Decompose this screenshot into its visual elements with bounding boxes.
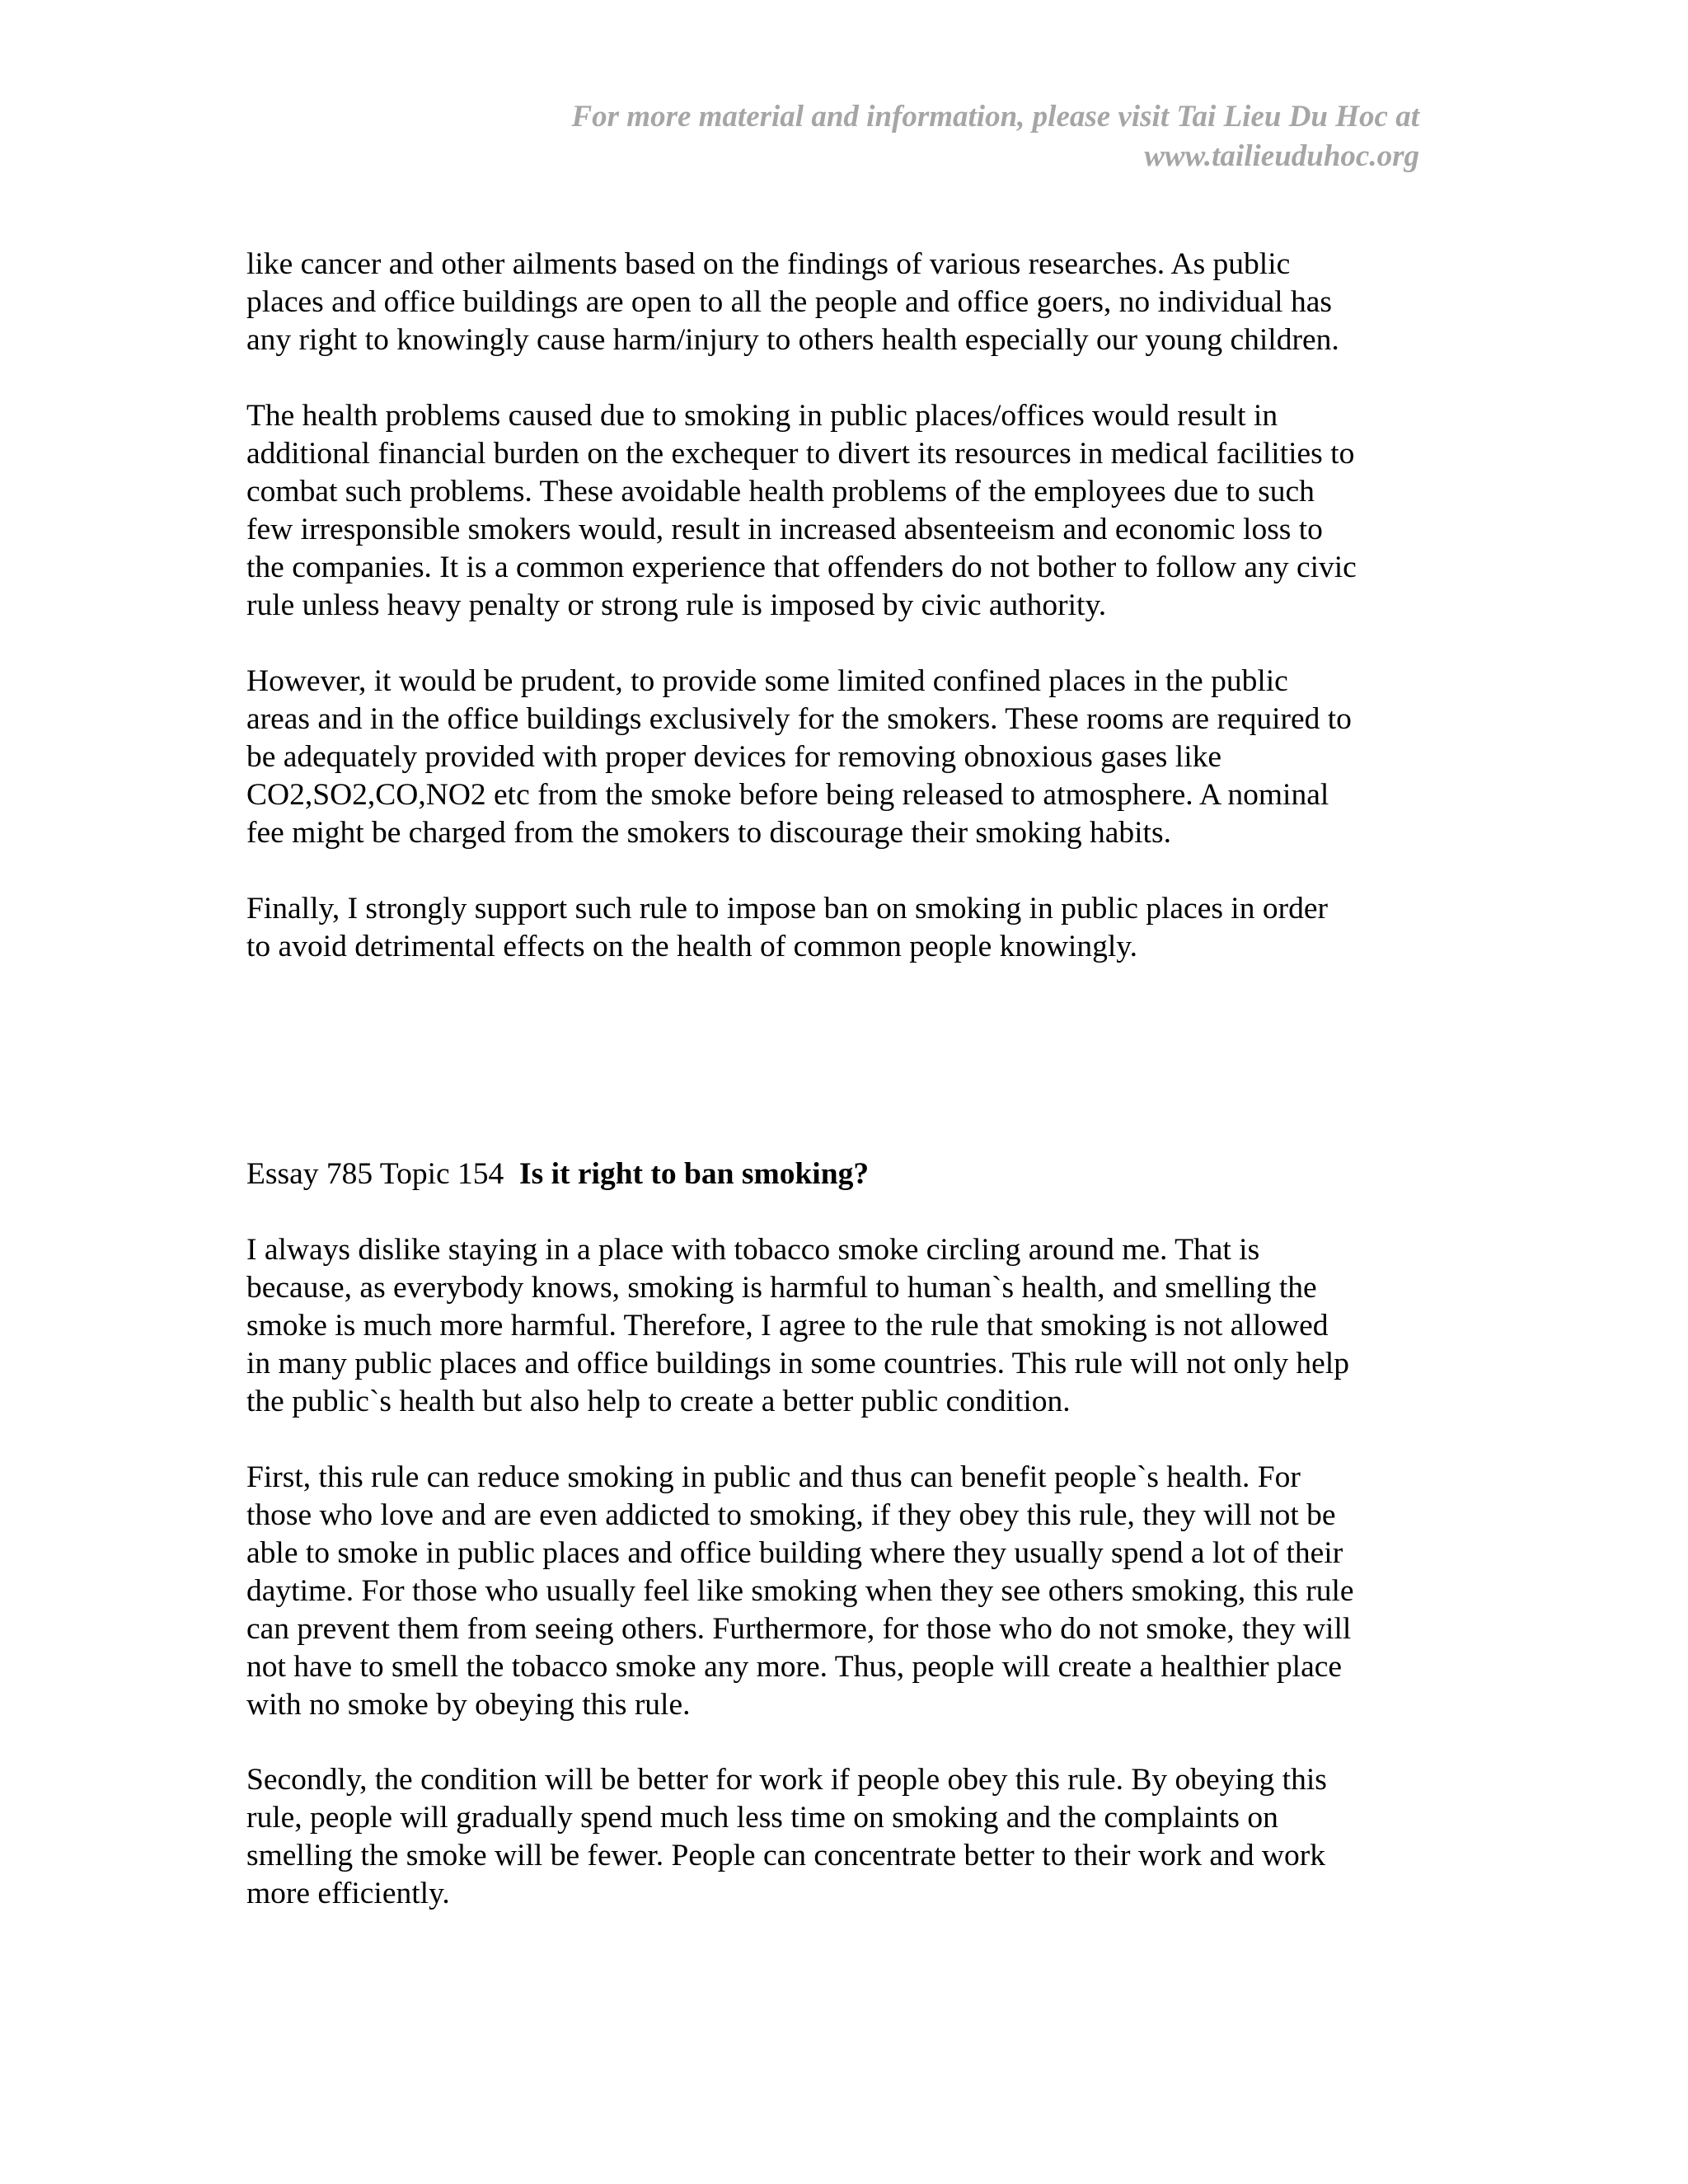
text-line: combat such problems. These avoidable health problems of the employees due to such [246, 475, 1315, 509]
text-line: can prevent them from seeing others. Furthermore, for those who do not smoke, they will [246, 1612, 1352, 1646]
essay-title: Is it right to ban smoking? [519, 1157, 870, 1191]
text-line: CO2,SO2,CO,NO2 etc from the smoke before being released to atmosphere. A nominal [246, 778, 1329, 812]
text-line: to avoid detrimental effects on the health of common people knowingly. [246, 930, 1137, 963]
text-line: The health problems caused due to smoking in public places/offices would result in [246, 399, 1278, 433]
text-line: few irresponsible smokers would, result in increased absenteeism and economic loss to [246, 513, 1323, 546]
text-line: in many public places and office buildings in some countries. This rule will not only help [246, 1347, 1349, 1380]
text-line: Finally, I strongly support such rule to impose ban on smoking in public places in order [246, 892, 1328, 926]
text-line: able to smoke in public places and office building where they usually spend a lot of their [246, 1536, 1343, 1570]
text-line: fee might be charged from the smokers to discourage their smoking habits. [246, 816, 1171, 850]
text-line: smelling the smoke will be fewer. People can concentrate better to their work and work [246, 1839, 1325, 1872]
text-line: like cancer and other ailments based on the findings of various researches. As public [246, 247, 1291, 281]
essay-paragraph-3 [246, 1761, 1327, 1913]
essay-number-label: Essay 785 Topic 154 [246, 1157, 504, 1191]
text-line: areas and in the office buildings exclusively for the smokers. These rooms are required to [246, 702, 1352, 736]
text-line: more efficiently. [246, 1877, 450, 1910]
text-line: the companies. It is a common experience that offenders do not bother to follow any civic [246, 551, 1357, 584]
text-line: because, as everybody knows, smoking is harmful to human`s health, and smelling the [246, 1271, 1317, 1305]
text-line: rule unless heavy penalty or strong rule is imposed by civic authority. [246, 588, 1107, 622]
text-line: additional financial burden on the exchequer to divert its resources in medical facilities to [246, 437, 1355, 471]
essay-paragraph-2 [246, 1459, 1354, 1724]
text-line: those who love and are even addicted to smoking, if they obey this rule, they will not be [246, 1498, 1336, 1532]
header-line-1: For more material and information, please visit Tai Lieu Du Hoc at [571, 100, 1419, 134]
text-line: rule, people will gradually spend much less time on smoking and the complaints on [246, 1801, 1278, 1835]
text-line: Secondly, the condition will be better for work if people obey this rule. By obeying this [246, 1763, 1327, 1797]
text-line: the public`s health but also help to create a better public condition. [246, 1385, 1071, 1418]
paragraph-2 [246, 397, 1357, 625]
paragraph-1 [246, 246, 1339, 359]
text-line: places and office buildings are open to all the people and office goers, no individual has [246, 285, 1332, 319]
essay-paragraph-1 [246, 1231, 1349, 1421]
text-line: not have to smell the tobacco smoke any more. Thus, people will create a healthier place [246, 1650, 1343, 1684]
essay-heading [246, 1155, 869, 1193]
paragraph-4 [246, 890, 1328, 966]
header-line-2: www.tailieuduhoc.org [1144, 139, 1419, 173]
text-line: daytime. For those who usually feel like smoking when they see others smoking, this rule [246, 1574, 1354, 1608]
text-line: with no smoke by obeying this rule. [246, 1688, 691, 1722]
text-line: any right to knowingly cause harm/injury to others health especially our young children. [246, 323, 1339, 357]
page-header [348, 97, 1419, 176]
text-line: smoke is much more harmful. Therefore, I agree to the rule that smoking is not allowed [246, 1309, 1329, 1343]
text-line: be adequately provided with proper devices for removing obnoxious gases like [246, 740, 1222, 774]
text-line: However, it would be prudent, to provide some limited confined places in the public [246, 664, 1288, 698]
paragraph-3 [246, 663, 1352, 852]
text-line: First, this rule can reduce smoking in public and thus can benefit people`s health. For [246, 1460, 1301, 1494]
text-line: I always dislike staying in a place with tobacco smoke circling around me. That is [246, 1233, 1260, 1267]
